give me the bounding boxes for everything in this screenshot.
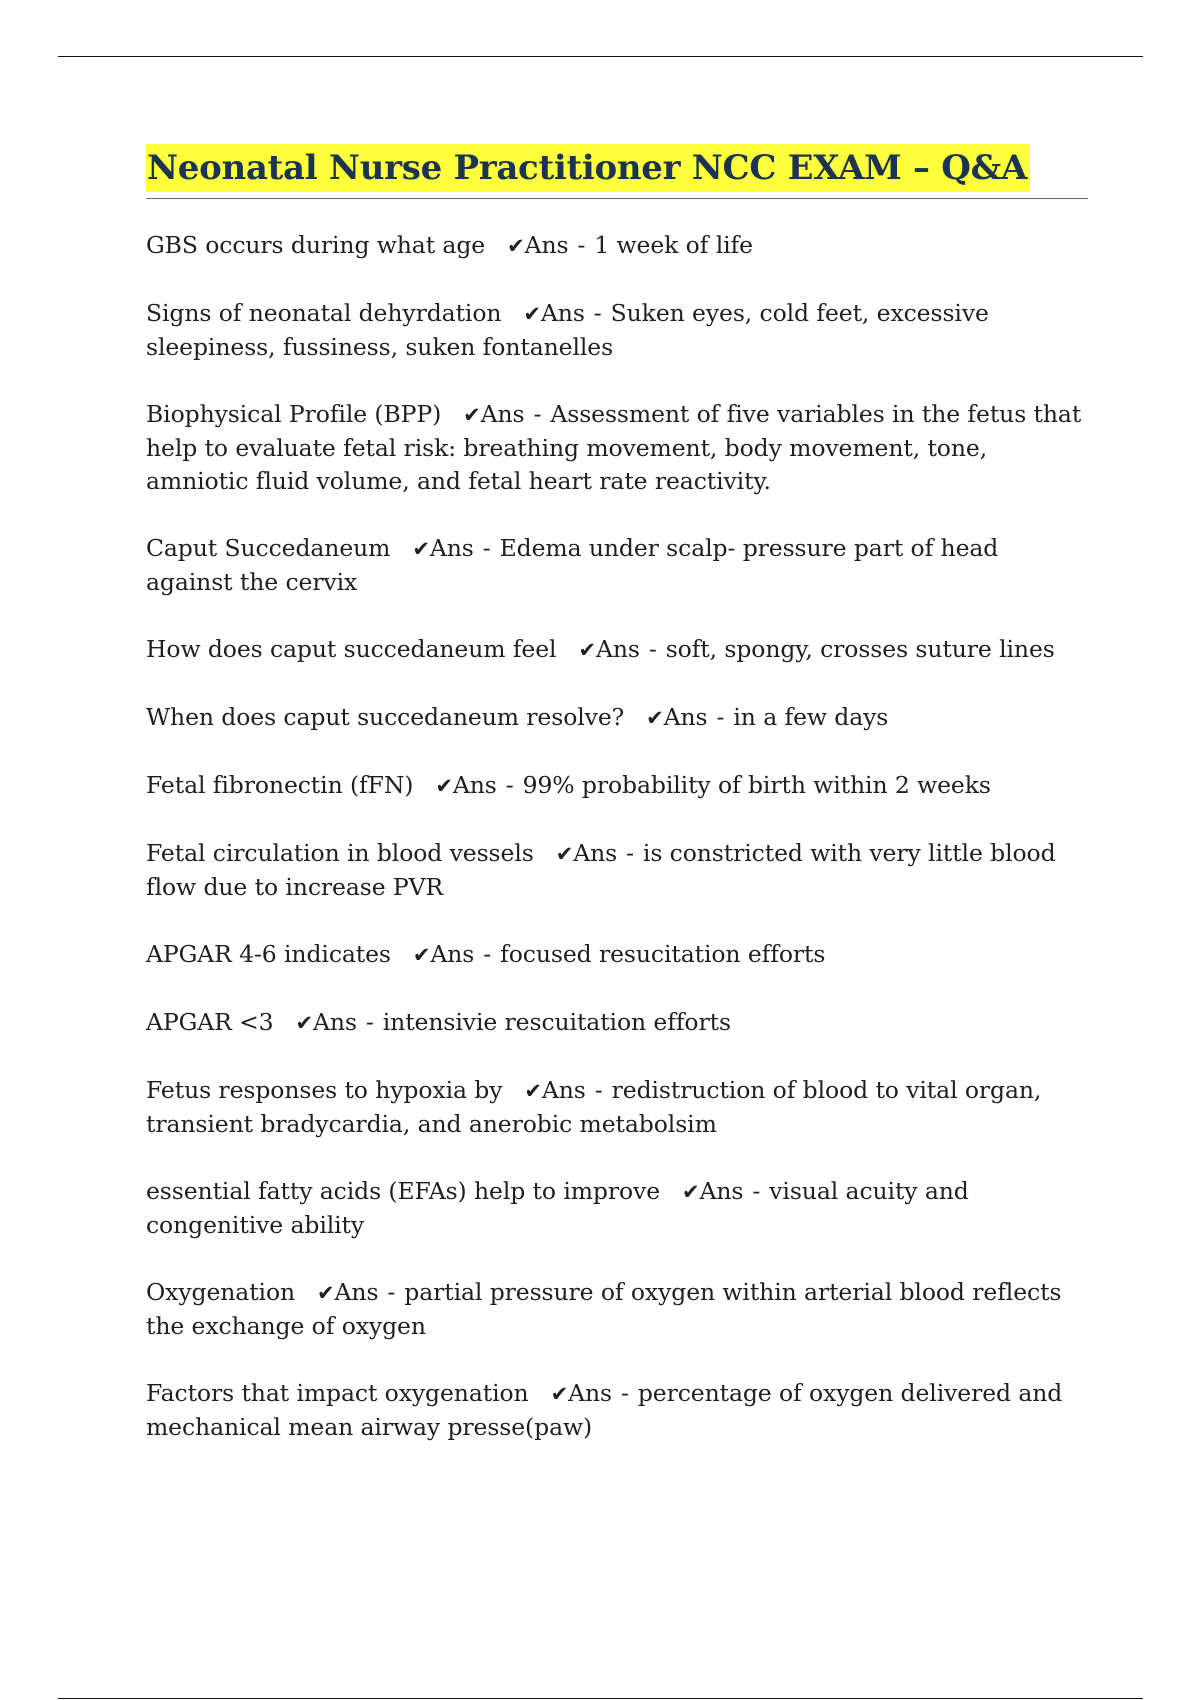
question-text: When does caput succedaneum resolve? [146, 703, 625, 731]
qa-item [146, 769, 1088, 803]
qa-item [146, 1074, 1088, 1141]
question-text: Signs of neonatal dehyrdation [146, 299, 502, 327]
question-text: Fetus responses to hypoxia by [146, 1076, 503, 1104]
answer-separator: - [626, 839, 634, 867]
answer-separator: - [594, 1076, 603, 1104]
qa-item [146, 229, 1088, 263]
page-top-rule [58, 56, 1143, 57]
qa-item [146, 1175, 1088, 1242]
answer-separator: - [505, 771, 514, 799]
check-mark-icon: ✔ [523, 302, 541, 326]
answer-label: Ans [595, 635, 640, 663]
answer-text: partial pressure of oxygen within arterial blood reflects the exchange of oxygen [146, 1278, 1062, 1340]
answer-separator: - [365, 1008, 374, 1036]
check-mark-icon: ✔ [463, 403, 481, 427]
answer-text: intensivie rescuitation efforts [382, 1008, 731, 1036]
answer-label: Ans [541, 1076, 586, 1104]
question-text: Biophysical Profile (BPP) [146, 400, 442, 428]
answer-separator: - [620, 1379, 629, 1407]
answer-label: Ans [430, 940, 475, 968]
answer-label: Ans [699, 1177, 744, 1205]
document-body [146, 144, 1088, 1478]
question-text: Caput Succedaneum [146, 534, 391, 562]
answer-separator: - [577, 231, 586, 259]
answer-text: soft, spongy, crosses suture lines [665, 635, 1055, 663]
answer-text: in a few days [733, 703, 889, 731]
answer-separator: - [648, 635, 657, 663]
answer-text: focused resucitation efforts [500, 940, 826, 968]
question-text: Factors that impact oxygenation [146, 1379, 529, 1407]
qa-list [146, 229, 1088, 1444]
question-text: APGAR <3 [146, 1008, 274, 1036]
answer-label: Ans [313, 1008, 357, 1036]
check-mark-icon: ✔ [578, 638, 596, 662]
check-mark-icon: ✔ [412, 943, 431, 967]
qa-item [146, 1276, 1088, 1343]
qa-item [146, 633, 1088, 667]
check-mark-icon: ✔ [507, 234, 525, 258]
answer-separator: - [533, 400, 542, 428]
answer-label: Ans [429, 534, 474, 562]
qa-item [146, 837, 1088, 904]
question-text: Fetal fibronectin (fFN) [146, 771, 414, 799]
answer-text: redistruction of blood to vital organ, transient bradycardia, and anerobic metabolsim [146, 1076, 1042, 1138]
check-mark-icon: ✔ [317, 1281, 335, 1305]
answer-label: Ans [334, 1278, 379, 1306]
qa-item [146, 297, 1088, 364]
qa-item [146, 532, 1088, 599]
answer-text: Edema under scalp- pressure part of head against the cervix [146, 534, 999, 596]
answer-text: is constricted with very little blood flow due to increase PVR [146, 839, 1056, 901]
answer-text: visual acuity and congenitive ability [146, 1177, 969, 1239]
answer-label: Ans [568, 1379, 612, 1407]
check-mark-icon: ✔ [682, 1180, 700, 1204]
answer-text: 99% probability of birth within 2 weeks [522, 771, 991, 799]
answer-separator: - [483, 940, 492, 968]
question-text: Fetal circulation in blood vessels [146, 839, 534, 867]
title-block [146, 144, 1088, 199]
question-text: APGAR 4-6 indicates [146, 940, 391, 968]
answer-label: Ans [480, 400, 525, 428]
answer-label: Ans [573, 839, 618, 867]
answer-text: Assessment of five variables in the fetus that help to evaluate fetal risk: breathing movement, body movement, tone, amniotic fluid volume, and fetal heart rate reactivity. [146, 400, 1082, 495]
page-bottom-rule [58, 1698, 1143, 1699]
check-mark-icon: ✔ [555, 842, 574, 866]
question-text: essential fatty acids (EFAs) help to improve [146, 1177, 661, 1205]
answer-label: Ans [524, 231, 569, 259]
answer-separator: - [752, 1177, 761, 1205]
answer-separator: - [482, 534, 491, 562]
question-text: How does caput succedaneum feel [146, 635, 557, 663]
answer-text: percentage of oxygen delivered and mechanical mean airway presse(paw) [146, 1379, 1063, 1441]
answer-text: Suken eyes, cold feet, excessive sleepiness, fussiness, suken fontanelles [146, 299, 989, 361]
answer-separator: - [593, 299, 602, 327]
answer-separator: - [387, 1278, 396, 1306]
answer-label: Ans [663, 703, 708, 731]
check-mark-icon: ✔ [412, 537, 430, 561]
check-mark-icon: ✔ [646, 706, 664, 730]
qa-item [146, 1377, 1088, 1444]
qa-item [146, 1006, 1088, 1040]
answer-label: Ans [452, 771, 497, 799]
answer-label: Ans [540, 299, 585, 327]
qa-item [146, 938, 1088, 972]
qa-item [146, 701, 1088, 735]
check-mark-icon: ✔ [295, 1011, 314, 1035]
check-mark-icon: ✔ [435, 774, 453, 798]
check-mark-icon: ✔ [524, 1079, 542, 1103]
document-title: Neonatal Nurse Practitioner NCC EXAM – Q&A [146, 144, 1030, 192]
check-mark-icon: ✔ [550, 1382, 569, 1406]
question-text: Oxygenation [146, 1278, 296, 1306]
qa-item [146, 398, 1088, 498]
answer-text: 1 week of life [594, 231, 753, 259]
answer-separator: - [716, 703, 725, 731]
question-text: GBS occurs during what age [146, 231, 486, 259]
